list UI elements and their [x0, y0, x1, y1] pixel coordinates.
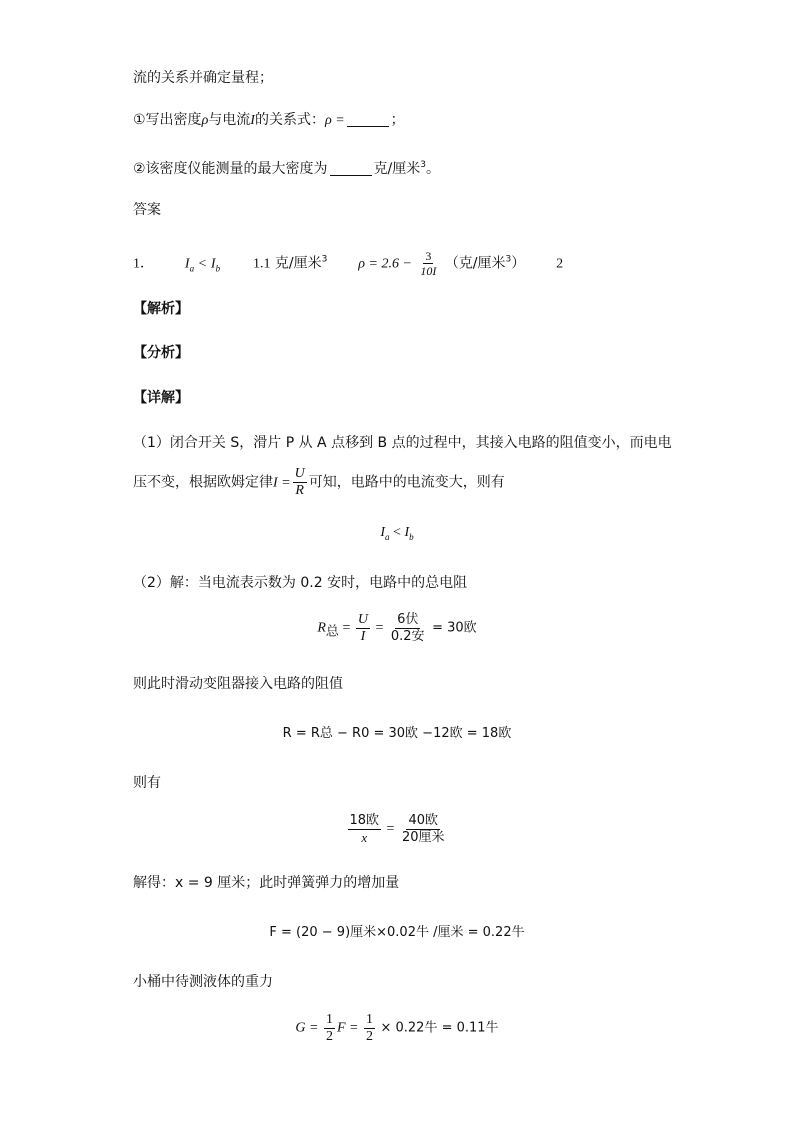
eq4-f1-num: 18欧 — [349, 813, 380, 828]
eq6-fraction-2 — [364, 1012, 375, 1045]
eq2-lhs-sub: 总 — [325, 624, 339, 640]
paragraph-3: 则此时滑动变阻器接入电路的阻值 — [133, 676, 343, 692]
eq1-ia: I — [380, 525, 386, 540]
answer-frac-num: 3 — [425, 249, 432, 263]
p1-ohm-eq: I = — [273, 475, 291, 491]
eq2-equals-1: = — [342, 620, 351, 636]
eq4-fraction-1 — [348, 813, 382, 846]
answer-fraction — [418, 249, 438, 278]
question-2 — [133, 155, 440, 179]
equation-4 — [0, 813, 794, 846]
p1-ohm-fraction — [293, 466, 307, 499]
answer-ia: I — [184, 256, 190, 272]
p1-frac-den: R — [295, 483, 304, 498]
q1-suffix: 的关系式： — [254, 112, 325, 128]
paragraph-2: （2）解：当电流表示数为 0.2 安时，电路中的总电阻 — [133, 575, 468, 591]
section-xiangjie: 【详解】 — [133, 390, 189, 406]
eq6-lhs: G = — [295, 1020, 319, 1036]
eq2-fraction-1 — [356, 612, 370, 645]
p1-text-b: 可知，电路中的电流变大，则有 — [308, 474, 505, 491]
answer-value-1: 1.1 — [252, 256, 271, 272]
eq4-f2-num: 40欧 — [408, 813, 438, 828]
answer-value-3: 2 — [556, 256, 564, 272]
q1-current: I — [250, 113, 255, 128]
q2-sup: 3 — [420, 160, 427, 170]
paragraph-1-line-2 — [133, 466, 505, 499]
eq6-f2-den: 2 — [365, 1029, 373, 1044]
paragraph-4: 则有 — [133, 775, 161, 791]
answer-number: 1． — [133, 256, 154, 272]
answer-sub-b: b — [215, 263, 221, 274]
q2-blank — [330, 161, 372, 176]
q1-blank — [347, 112, 389, 127]
eq4-f2-den: 20厘米 — [401, 830, 445, 845]
eq6-f1-num: 1 — [325, 1012, 333, 1027]
eq6-result: × 0.22牛 = 0.11牛 — [380, 1020, 499, 1036]
eq6-f1-den: 2 — [325, 1029, 333, 1044]
q2-unit: 克/厘米 — [373, 161, 421, 177]
section-fenxi: 【分析】 — [133, 345, 189, 361]
answer-sup-1: 3 — [321, 254, 328, 265]
equation-3 — [0, 722, 794, 742]
eq2-f1-num: U — [357, 612, 368, 627]
q1-end: ； — [390, 112, 405, 128]
eq6-fraction-1 — [324, 1012, 335, 1045]
paragraph-1-line-1: （1）闭合开关 S，滑片 P 从 A 点移到 B 点的过程中，其接入电路的阻值变小，而电电 — [133, 435, 672, 451]
answer-line — [133, 249, 563, 279]
q2-prefix: ②该密度仪能测量的最大密度为 — [133, 161, 328, 177]
answer-frac-den: 10I — [420, 264, 437, 278]
eq1-sub-b: b — [409, 532, 414, 542]
p1-frac-num: U — [294, 466, 305, 481]
eq2-lhs: R — [317, 620, 326, 636]
equation-6 — [0, 1012, 794, 1045]
eq2-fraction-2 — [389, 612, 427, 645]
eq4-f1-den: x — [361, 830, 368, 845]
paragraph-5: 解得：x = 9 厘米；此时弹簧弹力的增加量 — [133, 875, 400, 891]
p1-text-a: 压不变，根据欧姆定律 — [133, 474, 273, 491]
eq1-lt: < — [393, 525, 401, 540]
question-1 — [133, 110, 405, 131]
eq1-ib: I — [404, 525, 410, 540]
answer-ib: I — [210, 256, 216, 272]
answer-unit-2: （克/厘米 — [444, 255, 506, 272]
eq2-f1-den: I — [360, 629, 366, 644]
eq4-equals: = — [386, 821, 395, 837]
q1-eq: ρ = — [324, 113, 345, 128]
q1-rho: ρ — [201, 113, 209, 128]
eq4-fraction-2 — [400, 813, 447, 846]
eq6-f2-num: 1 — [365, 1012, 373, 1027]
answer-lt: < — [198, 256, 207, 272]
q1-mid: 与电流 — [208, 112, 251, 128]
eq6-mid: F = — [336, 1020, 359, 1036]
q1-prefix: ①写出密度 — [133, 112, 202, 128]
answer-sup-2: 3 — [505, 254, 512, 265]
section-jiexi: 【解析】 — [133, 301, 189, 317]
q2-end: 。 — [426, 161, 441, 177]
answer-rho-eq: ρ = 2.6 − — [358, 256, 412, 272]
answer-unit-1: 克/厘米 — [274, 255, 322, 272]
eq3-text: R = R总 − R0 = 30欧 −12欧 = 18欧 — [282, 726, 512, 741]
eq2-equals-2: = — [375, 620, 384, 636]
eq2-result: = 30欧 — [432, 620, 477, 636]
eq2-f2-den: 0.2安 — [390, 629, 425, 644]
answer-unit-2-end: ） — [511, 255, 526, 272]
intro-line: 流的关系并确定量程； — [133, 70, 273, 86]
answer-heading: 答案 — [133, 202, 161, 218]
equation-5 — [0, 921, 794, 941]
eq5-text: F = (20 − 9)厘米×0.02牛 /厘米 = 0.22牛 — [269, 925, 525, 940]
equation-2 — [0, 612, 794, 645]
eq1-sub-a: a — [385, 532, 390, 542]
eq2-f2-num: 6伏 — [397, 612, 419, 627]
paragraph-6: 小桶中待测液体的重力 — [133, 974, 273, 990]
equation-1 — [0, 525, 794, 542]
answer-sub-a: a — [189, 263, 195, 274]
